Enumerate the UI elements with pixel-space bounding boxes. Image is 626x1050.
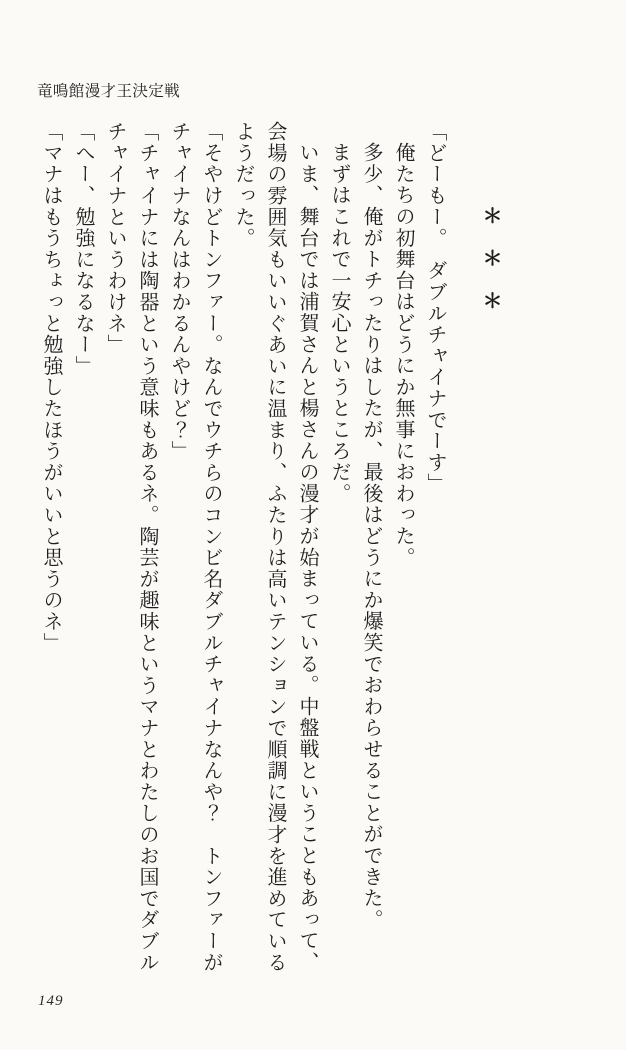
dialogue-line: 「そやけどトンファー。なんでウチらのコンビ名ダブルチャイナなんや？ トンファーがチャイナなんはわかるんやけど？」 xyxy=(168,121,222,973)
narration-line: いま、舞台では浦賀さんと楊さんの漫才が始まっている。中盤戦ということもあって、会場の雰囲気もいいぐあいに温まり、ふたりは高いテンションで順調に漫才を進めているようだった。 xyxy=(232,121,318,973)
narration-line: 多少、俺がトチったりはしたが、最後はどうにか爆笑でおわらせることができた。 xyxy=(360,142,382,931)
dialogue-line: 「マナはもうちょっと勉強したほうがいいと思うのネ」 xyxy=(40,121,62,654)
dialogue-line: 「どーもー。 ダブルチャイナでーす」 xyxy=(424,121,446,495)
main-text-block xyxy=(33,121,506,981)
page-number: 149 xyxy=(38,993,64,1009)
narration-line: まずはこれで一安心というところだ。 xyxy=(328,142,350,505)
dialogue-line: 「へー、勉強になるなー」 xyxy=(72,121,94,377)
dialogue-line: 「チャイナには陶器という意味もあるネ。陶芸が趣味というマナとわたしのお国でダブルチャイナというわけネ」 xyxy=(104,121,158,973)
running-header: 竜鳴館漫才王決定戦 xyxy=(37,83,181,100)
section-separator: ＊ ＊ ＊ xyxy=(479,205,501,312)
narration-line: 俺たちの初舞台はどうにか無事におわった。 xyxy=(392,142,414,568)
